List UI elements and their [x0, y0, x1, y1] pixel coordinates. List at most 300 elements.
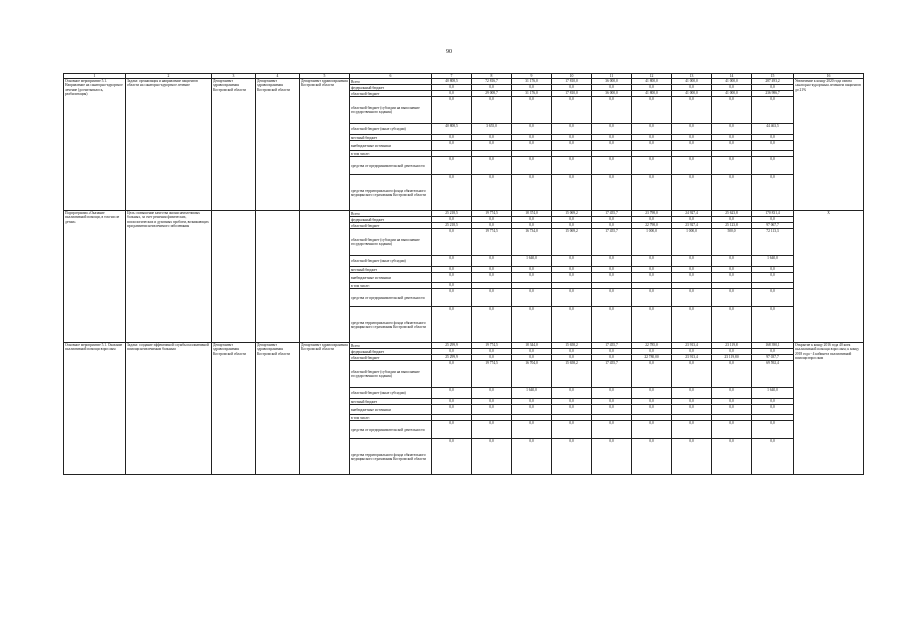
value-cell: 0,0	[632, 124, 672, 135]
value-cell: 0,0	[472, 273, 512, 283]
value-cell: 0,0	[472, 256, 512, 267]
funding-source-cell: областной бюджет (субсидии на выполнение государственного задания)	[350, 229, 432, 256]
value-cell: 0,0	[552, 223, 592, 229]
funding-source-cell: областной бюджет (иные субсидии)	[350, 256, 432, 267]
header-cell: 12	[632, 74, 672, 79]
value-cell: 0,0	[712, 405, 752, 415]
value-cell: 0,0	[432, 217, 472, 223]
funding-source-cell: областной бюджет (субсидии на выполнение государственного задания)	[350, 361, 432, 388]
value-cell: 0,0	[672, 217, 712, 223]
expected-result-cell: Открытие к концу 2016 года 40 коек паллиативной помощи взрослым; к концу 2018 года - 4 кабинета паллиативной помощи взрослым	[794, 343, 864, 475]
value-cell: 0,0	[672, 273, 712, 283]
value-cell: 0,0	[432, 388, 472, 399]
value-cell: 0,0	[552, 388, 592, 399]
value-cell: 1 640,0	[752, 388, 794, 399]
block-c3-cell	[212, 211, 256, 343]
value-cell: 0,0	[472, 157, 512, 175]
value-cell: 0,0	[592, 124, 632, 135]
value-cell: 41 000,0	[672, 91, 712, 97]
value-cell: 25 218,5	[432, 211, 472, 217]
value-cell: 17 455,7	[592, 211, 632, 217]
value-cell: 0,0	[432, 421, 472, 439]
value-cell: 23 913,4	[672, 355, 712, 361]
header-cell: 13	[672, 74, 712, 79]
value-cell: 0,0	[752, 97, 794, 124]
value-cell: 23 927,4	[672, 223, 712, 229]
value-cell: 0,0	[472, 421, 512, 439]
value-cell: 0,0	[552, 405, 592, 415]
value-cell: 69 592,4	[752, 361, 794, 388]
value-cell: 0,0	[632, 399, 672, 405]
value-cell: 97 067,7	[752, 223, 794, 229]
value-cell: 25 123,8	[712, 223, 752, 229]
header-cell: 11	[592, 74, 632, 79]
value-cell: 0,0	[672, 157, 712, 175]
value-cell: 0,0	[672, 97, 712, 124]
value-cell: 0,0	[552, 307, 592, 343]
funding-source-cell: Всего	[350, 79, 432, 85]
value-cell: 0,0	[752, 421, 794, 439]
value-cell: 0,0	[632, 405, 672, 415]
value-cell: 22 798,0	[632, 223, 672, 229]
value-cell: 0,0	[672, 141, 712, 151]
value-cell: 0,0	[592, 439, 632, 475]
value-cell: 0,0	[672, 361, 712, 388]
value-cell: 0,0	[552, 355, 592, 361]
value-cell: 0,0	[592, 223, 632, 229]
value-cell: 0,0	[512, 267, 552, 273]
value-cell: 0,0	[712, 267, 752, 273]
value-cell: 0,0	[512, 175, 552, 211]
value-cell: 23 119,8	[712, 343, 752, 349]
value-cell: 0,0	[592, 267, 632, 273]
value-cell: 19 774,5	[472, 211, 512, 217]
value-cell: 15 658,2	[552, 361, 592, 388]
funding-source-cell: внебюджетные источники	[350, 141, 432, 151]
value-cell: 0,0	[552, 157, 592, 175]
value-cell: 18 344,0	[512, 343, 552, 349]
value-cell: 0,0	[712, 439, 752, 475]
value-cell: 0,0	[552, 399, 592, 405]
value-cell: 0,0	[632, 175, 672, 211]
funding-source-cell: средства от предпринимательской деятельности	[350, 421, 432, 439]
value-cell: 0,0	[752, 85, 794, 91]
value-cell: 0,0	[592, 405, 632, 415]
funding-source-cell: областной бюджет	[350, 223, 432, 229]
value-cell: 16 704,0	[512, 361, 552, 388]
value-cell: 23 798,0	[632, 211, 672, 217]
value-cell: 0,0	[592, 388, 632, 399]
value-cell: 0,0	[472, 439, 512, 475]
value-cell: 0,0	[712, 217, 752, 223]
value-cell: 0,0	[432, 157, 472, 175]
value-cell: 0,0	[672, 388, 712, 399]
funding-source-cell: в том числе:	[350, 415, 432, 421]
funding-source-cell: средства территориального фонда обязательного медицинского страхования Костромской области	[350, 439, 432, 475]
value-cell: 0,0	[632, 135, 672, 141]
value-cell: 0,0	[592, 349, 632, 355]
value-cell: 0,0	[712, 175, 752, 211]
funding-source-cell: средства территориального фонда обязательного медицинского страхования Костромской области	[350, 175, 432, 211]
value-cell: 0,0	[712, 273, 752, 283]
value-cell: 41 800,0	[632, 79, 672, 85]
value-cell: 40 808,5	[432, 124, 472, 135]
value-cell: 0,0	[472, 399, 512, 405]
value-cell: 0,0	[672, 289, 712, 307]
value-cell: 17 455,7	[592, 343, 632, 349]
value-cell: 0,0	[712, 124, 752, 135]
value-cell: 0,0	[712, 289, 752, 307]
value-cell: 0,0	[552, 439, 592, 475]
value-cell: 0,0	[512, 355, 552, 361]
value-cell: 0,0	[512, 349, 552, 355]
value-cell: 0,0	[472, 307, 512, 343]
value-cell: 0,0	[552, 141, 592, 151]
value-cell: 0,0	[672, 349, 712, 355]
value-cell: 31 176,0	[512, 91, 552, 97]
value-cell: 0,0	[432, 97, 472, 124]
value-cell: 17 455,7	[592, 361, 632, 388]
value-cell: 0,0	[672, 85, 712, 91]
value-cell: 0,0	[632, 256, 672, 267]
value-cell: 0,0	[472, 289, 512, 307]
header-cell: 10	[552, 74, 592, 79]
value-cell: 0,0	[432, 399, 472, 405]
value-cell: 0,0	[552, 97, 592, 124]
value-cell: 0,0	[432, 349, 472, 355]
value-cell: 0,0	[432, 289, 472, 307]
value-cell: 0,0	[672, 399, 712, 405]
value-cell: 97 037,7	[752, 355, 794, 361]
funding-source-cell: внебюджетные источники	[350, 273, 432, 283]
header-cell: 9	[512, 74, 552, 79]
value-cell: 0,0	[592, 217, 632, 223]
value-cell: 0,0	[752, 289, 794, 307]
funding-source-cell: Всего	[350, 211, 432, 217]
value-cell: 17 810,0	[552, 79, 592, 85]
value-cell: 16 734,0	[512, 229, 552, 256]
value-cell: 0,0	[632, 361, 672, 388]
header-cell: 5	[300, 74, 350, 79]
value-cell: 0,0	[432, 283, 472, 289]
value-cell: 0,0	[632, 141, 672, 151]
block-c2-cell: Задача: организация и направление пациентов области на санаторно-курортное лечение	[126, 79, 212, 211]
value-cell: 0,0	[432, 141, 472, 151]
block-c3-cell: Департамент здравоохранения Костромской области	[212, 79, 256, 211]
value-cell: 0,0	[552, 124, 592, 135]
funding-source-cell: местный бюджет	[350, 399, 432, 405]
value-cell: 0,0	[512, 135, 552, 141]
value-cell: 0,0	[632, 349, 672, 355]
value-cell: 236 986,7	[752, 91, 794, 97]
value-cell: 0,0	[552, 135, 592, 141]
value-cell: 0,0	[632, 97, 672, 124]
page-number: 90	[446, 49, 452, 55]
value-cell: 0,0	[592, 175, 632, 211]
value-cell: 0,0	[512, 157, 552, 175]
value-cell: 0,0	[592, 355, 632, 361]
value-cell: 44 463,5	[752, 124, 794, 135]
value-cell: 36 000,0	[592, 91, 632, 97]
value-cell: 0,0	[752, 273, 794, 283]
block-c5-cell: Департамент здравоохранения Костромской области	[300, 343, 350, 475]
funding-source-cell: федеральный бюджет	[350, 349, 432, 355]
header-cell: 1	[64, 74, 126, 79]
funding-source-cell: областной бюджет	[350, 91, 432, 97]
value-cell: 0,0	[552, 256, 592, 267]
funding-source-cell: местный бюджет	[350, 135, 432, 141]
value-cell: 0,0	[632, 421, 672, 439]
value-cell: 41 000,0	[672, 79, 712, 85]
value-cell: 0,0	[672, 124, 712, 135]
value-cell: 19 774,5	[472, 361, 512, 388]
value-cell: 0,0	[552, 175, 592, 211]
header-cell: 3	[212, 74, 256, 79]
value-cell: 31 176,0	[512, 79, 552, 85]
value-cell: 0,0	[512, 223, 552, 229]
funding-source-cell: внебюджетные источники	[350, 405, 432, 415]
funding-source-cell: местный бюджет	[350, 267, 432, 273]
value-cell: 0,0	[672, 405, 712, 415]
value-cell: 0,0	[472, 85, 512, 91]
value-cell: 3 655,0	[472, 124, 512, 135]
value-cell: 0,0	[472, 175, 512, 211]
block-c1-cell: Основное мероприятие 5.1. Оказание паллиативной помощи взрослым	[64, 343, 126, 475]
value-cell: 0,0	[472, 355, 512, 361]
value-cell: 0,0	[512, 97, 552, 124]
header-cell: 2	[126, 74, 212, 79]
value-cell: 0,0	[512, 217, 552, 223]
value-cell: 0,0	[752, 405, 794, 415]
value-cell: 22 780,00	[632, 355, 672, 361]
value-cell: 0,0	[512, 273, 552, 283]
value-cell: 0,0	[712, 157, 752, 175]
value-cell: 0,0	[512, 85, 552, 91]
value-cell: 0,0	[472, 388, 512, 399]
value-cell: 25 218,5	[432, 223, 472, 229]
value-cell: 0,0	[712, 399, 752, 405]
value-cell: 0,0	[472, 405, 512, 415]
value-cell: 0,0	[432, 307, 472, 343]
block-c5-cell: Департамент здравоохранения Костромской области	[300, 79, 350, 211]
value-cell: 0,0	[752, 307, 794, 343]
value-cell: 72 816,7	[472, 79, 512, 85]
value-cell: 0,0	[432, 85, 472, 91]
expected-result-cell: Х	[794, 211, 864, 343]
value-cell: 1 000,0	[672, 229, 712, 256]
header-cell: 8	[472, 74, 512, 79]
value-cell: 0,0	[512, 307, 552, 343]
block-c2-cell: Задача: создание эффективной службы паллиативной помощи неизлечимым больным	[126, 343, 212, 475]
value-cell: 0,0	[672, 135, 712, 141]
value-cell: 15 069,2	[552, 211, 592, 217]
block-c5-cell	[300, 211, 350, 343]
value-cell: 0,0	[632, 307, 672, 343]
value-cell: 41 000,0	[712, 79, 752, 85]
value-cell: 0,0	[632, 217, 672, 223]
block-c1-cell: Основное мероприятие 5.1. Направление на санаторно-курортное лечение (досчитывалось, реабилитация)	[64, 79, 126, 211]
value-cell: 15 069,2	[552, 229, 592, 256]
value-cell: 0,0	[712, 421, 752, 439]
value-cell: 40 808,5	[432, 79, 472, 85]
value-cell: 0,0	[592, 289, 632, 307]
value-cell: 0,0	[752, 217, 794, 223]
value-cell: 0,0	[712, 307, 752, 343]
value-cell: 0,0	[552, 289, 592, 307]
funding-source-cell: Всего	[350, 343, 432, 349]
value-cell: 24 927,4	[672, 211, 712, 217]
value-cell: 0,0	[752, 399, 794, 405]
value-cell: 0,0	[632, 157, 672, 175]
value-cell: 0,0	[592, 421, 632, 439]
value-cell: 0,0	[592, 157, 632, 175]
value-cell: 500,0	[712, 229, 752, 256]
value-cell: 0,0	[752, 175, 794, 211]
value-cell: 0,0	[632, 267, 672, 273]
value-cell: 0,0	[712, 135, 752, 141]
value-cell: 72 113,3	[752, 229, 794, 256]
value-cell: 1 000,0	[632, 229, 672, 256]
value-cell: 0,0	[512, 405, 552, 415]
value-cell: 36 000,0	[592, 79, 632, 85]
block-c2-cell: Цель: повышение качества жизни неизлечимых больных, за счет решения физических, психологических и духовных проблем, возникающих при развитии неизлечимого заболевания	[126, 211, 212, 343]
value-cell: 0,0	[432, 267, 472, 273]
value-cell: 0,0	[552, 85, 592, 91]
value-cell: 0,0	[672, 267, 712, 273]
value-cell: 0,0	[592, 399, 632, 405]
value-cell: 18 374,0	[512, 211, 552, 217]
value-cell: 0,0	[432, 405, 472, 415]
header-cell: 6	[350, 74, 432, 79]
value-cell: 0,0	[632, 85, 672, 91]
funding-source-cell: в том числе:	[350, 151, 432, 157]
funding-source-cell: областной бюджет (иные субсидии)	[350, 124, 432, 135]
value-cell: 0,0	[752, 141, 794, 151]
value-cell: 0,0	[712, 141, 752, 151]
value-cell: 0,0	[712, 97, 752, 124]
value-cell: 15 658,2	[552, 343, 592, 349]
value-cell: 0,0	[672, 175, 712, 211]
funding-source-cell: средства территориального фонда обязательного медицинского страхования Костромской области	[350, 307, 432, 343]
value-cell: 17 810,0	[552, 91, 592, 97]
value-cell: 23 913,4	[672, 343, 712, 349]
value-cell: 29 008,7	[472, 91, 512, 97]
value-cell: 0,0	[472, 223, 512, 229]
funding-source-cell: областной бюджет (иные субсидии)	[350, 388, 432, 399]
block-c4-cell: Департамент здравоохранения Костромской области	[256, 343, 300, 475]
value-cell: 1 640,0	[752, 256, 794, 267]
value-cell: 41 800,0	[632, 91, 672, 97]
value-cell: 0,0	[472, 97, 512, 124]
value-cell: 0,0	[592, 97, 632, 124]
value-cell: 0,0	[632, 289, 672, 307]
funding-source-cell: федеральный бюджет	[350, 85, 432, 91]
expected-result-cell: Увеличение к концу 2020 года охвата санаторно-курортным лечением пациентов до 21%	[794, 79, 864, 211]
value-cell: 0,0	[712, 361, 752, 388]
block-c4-cell	[256, 211, 300, 343]
value-cell: 0,0	[512, 399, 552, 405]
block-c4-cell: Департамент здравоохранения Костромской области	[256, 79, 300, 211]
value-cell: 168 390,1	[752, 343, 794, 349]
value-cell: 0,0	[632, 388, 672, 399]
value-cell: 0,0	[632, 273, 672, 283]
value-cell: 0,0	[592, 141, 632, 151]
value-cell: 0,0	[512, 439, 552, 475]
value-cell: 0,0	[632, 439, 672, 475]
value-cell: 0,0	[592, 273, 632, 283]
value-cell: 41 000,0	[712, 91, 752, 97]
value-cell: 0,0	[552, 349, 592, 355]
value-cell: 0,0	[712, 349, 752, 355]
value-cell: 0,0	[712, 256, 752, 267]
value-cell: 0,0	[472, 267, 512, 273]
header-cell: 14	[712, 74, 752, 79]
value-cell: 0,0	[432, 91, 472, 97]
value-cell: 25 299,9	[432, 355, 472, 361]
value-cell: 19 774,5	[472, 229, 512, 256]
value-cell: 0,0	[672, 439, 712, 475]
value-cell: 0,0	[432, 439, 472, 475]
block-c3-cell: Департамент здравоохранения Костромской области	[212, 343, 256, 475]
block-c1-cell: Подпрограмма «Оказание паллиативной помощи, в том числе детям»	[64, 211, 126, 343]
budget-table	[63, 73, 864, 475]
value-cell: 0,0	[552, 421, 592, 439]
header-cell: 7	[432, 74, 472, 79]
value-cell: 17 455,7	[592, 229, 632, 256]
value-cell: 0,0	[432, 273, 472, 283]
funding-source-cell: областной бюджет	[350, 355, 432, 361]
value-cell: 0,0	[432, 175, 472, 211]
header-cell: 4	[256, 74, 300, 79]
value-cell: 287 493,2	[752, 79, 794, 85]
value-cell: 25 623,8	[712, 211, 752, 217]
value-cell: 23 119,80	[712, 355, 752, 361]
value-cell: 0,0	[512, 124, 552, 135]
value-cell: 0,0	[552, 217, 592, 223]
funding-source-cell: средства от предпринимательской деятельности	[350, 157, 432, 175]
value-cell: 0,0	[672, 307, 712, 343]
value-cell: 0,0	[432, 135, 472, 141]
value-cell: 0,0	[512, 421, 552, 439]
value-cell: 1 640,0	[512, 388, 552, 399]
value-cell: 25 299,9	[432, 343, 472, 349]
value-cell: 0,0	[472, 217, 512, 223]
value-cell: 0,0	[672, 256, 712, 267]
value-cell: 22 785,0	[632, 343, 672, 349]
value-cell: 0,0	[752, 439, 794, 475]
value-cell: 0,0	[472, 135, 512, 141]
value-cell: 0,0	[592, 307, 632, 343]
value-cell: 0,0	[752, 157, 794, 175]
header-cell: 16	[794, 74, 864, 79]
value-cell: 0,0	[712, 85, 752, 91]
value-cell: 0,0	[552, 267, 592, 273]
funding-source-cell: в том числе:	[350, 283, 432, 289]
value-cell: 0,0	[592, 256, 632, 267]
value-cell: 1 640,0	[512, 256, 552, 267]
value-cell: 0,0	[512, 289, 552, 307]
value-cell: 0,0	[752, 135, 794, 141]
funding-source-cell: областной бюджет (субсидии на выполнение государственного задания)	[350, 97, 432, 124]
value-cell: 0,0	[592, 135, 632, 141]
value-cell: 0,0	[592, 85, 632, 91]
value-cell: 0,0	[752, 349, 794, 355]
value-cell: 0,0	[552, 273, 592, 283]
value-cell: 19 774,5	[472, 343, 512, 349]
value-cell: 0,0	[432, 229, 472, 256]
value-cell: 0,0	[472, 141, 512, 151]
funding-source-cell: средства от предпринимательской деятельности	[350, 289, 432, 307]
